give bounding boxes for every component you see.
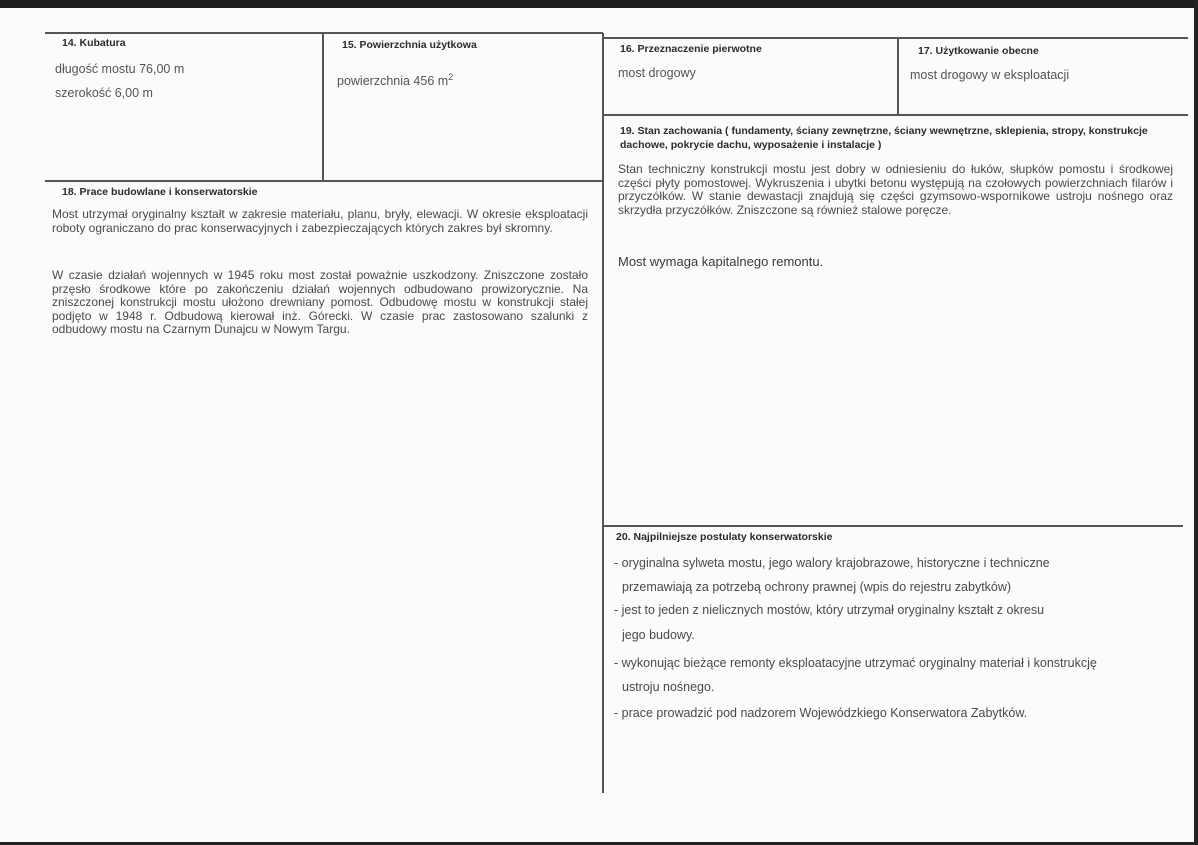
divider (45, 32, 603, 34)
scan-edge-right (1194, 0, 1198, 845)
uzytkowanie-header: 17. Użytkowanie obecne (918, 45, 1039, 57)
powierzchnia-value: powierzchnia 456 $m^2$ (337, 72, 454, 89)
stan-emphasis: Most wymaga kapitalnego remontu. (618, 254, 824, 269)
divider (603, 525, 1183, 527)
divider (603, 37, 1188, 39)
postulat-line: ustroju nośnego. (622, 680, 715, 694)
postulat-line: - wykonując bieżące remonty eksploatacyjne utrzymać oryginalny materiał i konstrukcję (614, 656, 1097, 670)
prace-paragraph-1: Most utrzymał oryginalny kształt w zakresie materiału, planu, bryły, elewacji. W okresie eksploatacji roboty ograniczano do prac konserwacyjnych i zabezpieczających których zakres był skromny. (52, 207, 588, 235)
divider (603, 114, 1188, 116)
postulaty-header: 20. Najpilniejsze postulaty konserwatorskie (616, 531, 833, 543)
prace-header: 18. Prace budowlane i konserwatorskie (62, 186, 258, 198)
kubatura-header: 14. Kubatura (62, 37, 126, 49)
divider (602, 33, 604, 793)
przeznaczenie-header: 16. Przeznaczenie pierwotne (620, 43, 762, 55)
postulat-line: - jest to jeden z nielicznych mostów, który utrzymał oryginalny kształt z okresu (614, 603, 1045, 617)
postulat-line: - prace prowadzić pod nadzorem Wojewódzkiego Konserwatora Zabytków. (614, 706, 1028, 720)
kubatura-length: długość mostu 76,00 m (55, 62, 185, 76)
postulat-line: jego budowy. (622, 628, 695, 642)
powierzchnia-header: 15. Powierzchnia użytkowa (342, 39, 477, 51)
postulat-line: przemawiają za potrzebą ochrony prawnej (wpis do rejestru zabytków) (622, 580, 1012, 594)
kubatura-width: szerokość 6,00 m (55, 86, 153, 100)
divider (897, 38, 899, 114)
przeznaczenie-value: most drogowy (618, 66, 696, 80)
prace-paragraph-2: W czasie działań wojennych w 1945 roku most został poważnie uszkodzony. Zniszczone zostało przęsło środkowe które po zakończeniu działań wojennych odbudowano prowizorycznie. Na zniszczonej konstrukcji mostu ułożono drewniany pomost. Odbudowę mostu w konstrukcji stałej podjęto w 1948 r. Odbudową kierował inż. Górecki. W czasie prac zastosowano szalunki z odbudowy mostu na Czarnym Dunajcu w Nowym Targu. (52, 268, 588, 336)
uzytkowanie-value: most drogowy w eksploatacji (910, 68, 1070, 82)
postulat-line: - oryginalna sylweta mostu, jego walory krajobrazowe, historyczne i techniczne (614, 556, 1050, 570)
divider (45, 180, 603, 182)
stan-paragraph: Stan techniczny konstrukcji mostu jest dobry w odniesieniu do łuków, słupków pomostu i środkowej części płyty pomostowej. Wykruszenia i ubytki betonu występują na czołowych powierzchniach filarów i przyczółków. W stanie dewastacji znajdują się części gzymsowo-wspornikowe ustroju nośnego oraz skrzydła przyczółków. Zniszczone są również stalowe poręcze. (618, 162, 1173, 217)
stan-header: 19. Stan zachowania ( fundamenty, ściany zewnętrzne, ściany wewnętrzne, sklepienia, stropy, konstrukcje dachowe, pokrycie dachu, wyposażenie i instalacje ) (620, 125, 1148, 151)
scan-edge-top (0, 0, 1198, 8)
divider (322, 33, 324, 181)
